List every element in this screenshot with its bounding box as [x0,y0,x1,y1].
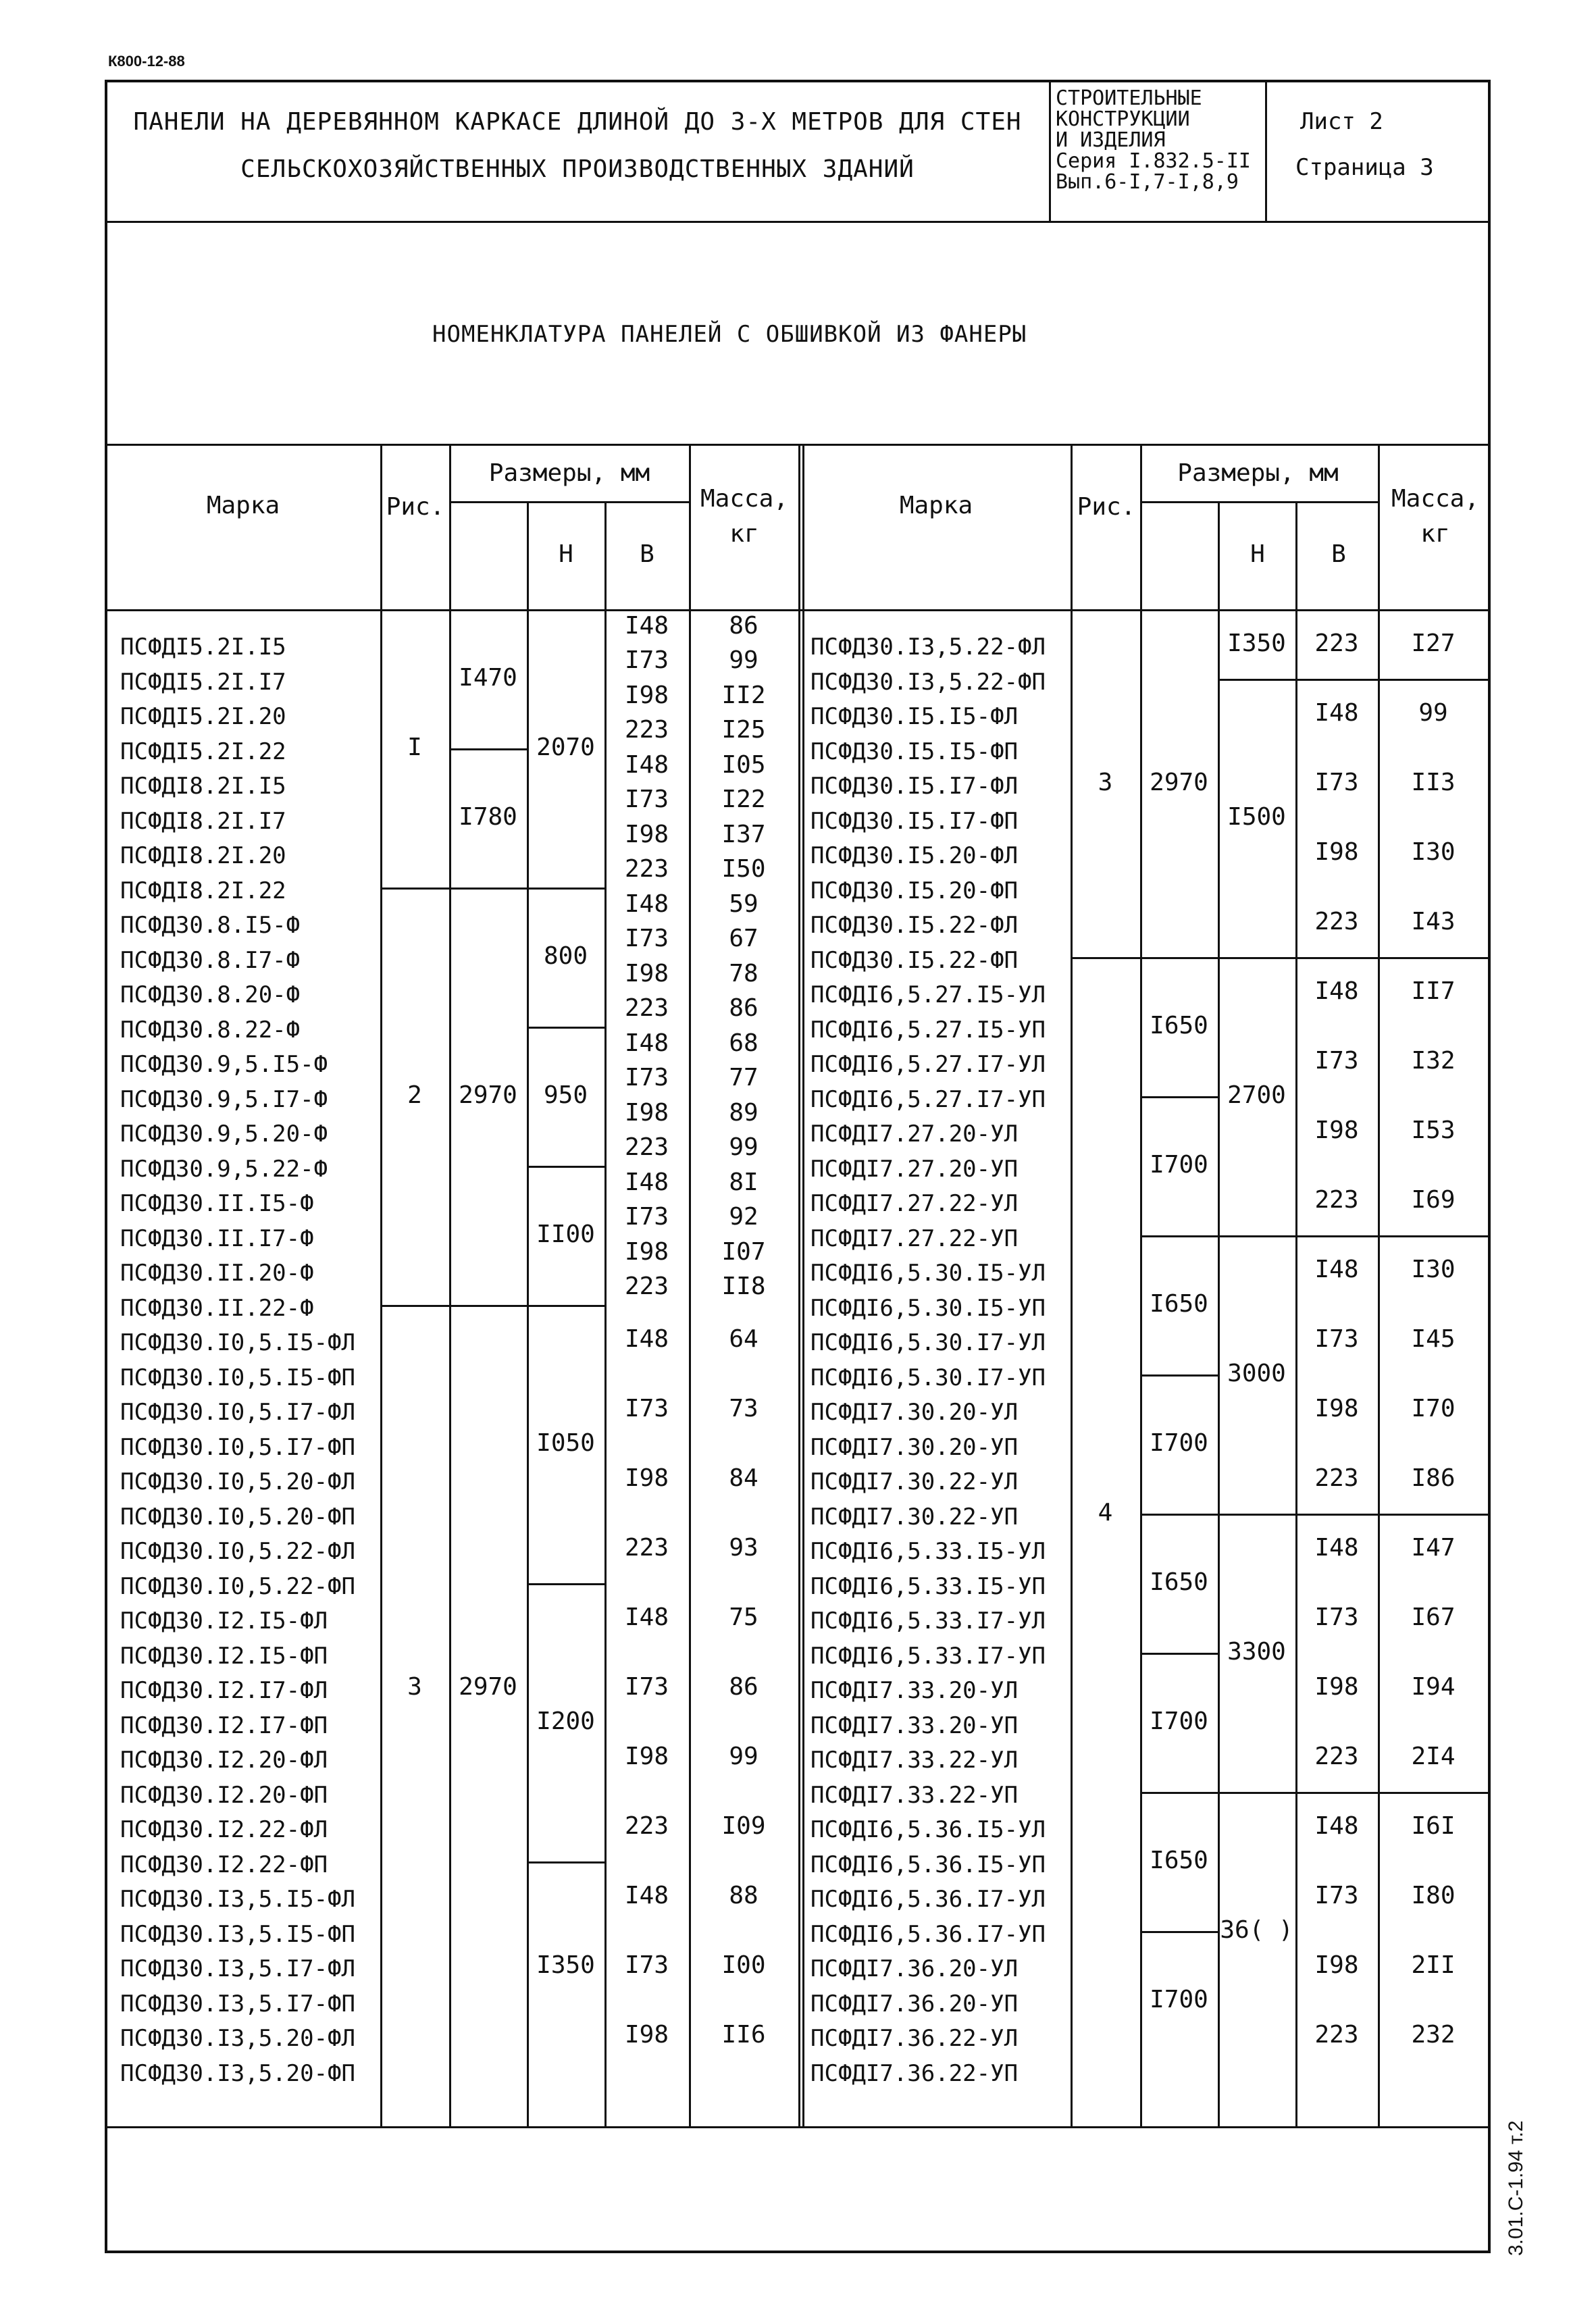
table-row-mark: ПСФД30.I3,5.I5-ФП [120,1920,355,1948]
header-kg-right: кг [1420,520,1450,548]
grid-line [1378,444,1380,2128]
width-cell: I73 [624,646,669,675]
table-row-mark: ПСФДI7.33.22-УП [810,1781,1019,1809]
length-cell: 2070 [536,734,595,761]
stamp-line: СТРОИТЕЛЬНЫЕ [1056,86,1202,110]
header-kg-left: кг [729,520,759,548]
mass-cell: I70 [1411,1394,1456,1422]
grid-line [1140,1514,1218,1516]
table-row-mark: ПСФДI7.36.20-УЛ [810,1955,1019,1982]
table-row-mark: ПСФД30.I5.I5-ФЛ [810,703,1019,730]
mass-cell: I69 [1411,1185,1456,1214]
width-cell: I48 [624,1325,669,1353]
width-cell: 223 [1314,1185,1359,1214]
width-cell: 223 [624,1272,669,1301]
mass-cell: 86 [729,1672,758,1701]
grid-line [1140,957,1218,959]
grid-line [1140,1931,1218,1933]
height-cell: 3300 [1227,1638,1286,1666]
mass-cell: 2II [1411,1951,1456,1979]
table-row-mark: ПСФДI7.27.22-УЛ [810,1190,1019,1217]
sheet-number: Лист 2 [1300,108,1383,135]
width-cell: I98 [624,1464,669,1492]
header-mark-right: Марка [899,492,973,519]
mass-cell: I25 [721,716,766,744]
title-line-1: ПАНЕЛИ НА ДЕРЕВЯННОМ КАРКАСЕ ДЛИНОЙ ДО 3-Х МЕТРОВ ДЛЯ СТЕН [133,108,1022,136]
grid-line [1218,957,1295,959]
width-cell: 223 [624,994,669,1023]
width-cell: I48 [1314,1533,1359,1562]
height-cell: I700 [1150,1707,1208,1735]
table-row-mark: ПСФДI6,5.27.I5-УП [810,1016,1046,1044]
table-row-mark: ПСФД30.9,5.22-Ф [120,1155,328,1183]
mass-cell: 8I [729,1168,758,1196]
width-cell: I98 [1314,838,1359,866]
width-cell: I48 [624,1881,669,1909]
grid-line [380,1305,449,1307]
table-row-mark: ПСФДI7.30.20-УЛ [810,1399,1019,1426]
table-row-mark: ПСФДI6,5.33.I5-УП [810,1572,1046,1600]
table-row-mark: ПСФДI7.33.22-УЛ [810,1747,1019,1774]
table-row-mark: ПСФДI5.2I.I5 [120,634,286,661]
length-cell: 2970 [459,1081,517,1109]
width-cell: I48 [1314,1811,1359,1840]
table-row-mark: ПСФД30.8.I5-Ф [120,912,301,939]
mass-cell: 89 [729,1098,758,1127]
grid-line [1295,1514,1489,1516]
table-row-mark: ПСФД30.I3,5.22-ФП [810,668,1046,696]
mass-cell: I37 [721,820,766,848]
height-cell: I700 [1150,1986,1208,2013]
mass-cell: 67 [729,925,758,953]
header-fig-left: Рис. [386,493,445,521]
height-cell: I500 [1227,803,1286,831]
fig-cell: 3 [407,1672,422,1701]
table-row-mark: ПСФДI6,5.30.I7-УЛ [810,1329,1046,1356]
table-row-mark: ПСФДI6,5.27.I7-УП [810,1085,1046,1113]
header-h-left: Н [559,540,573,568]
mass-cell: II2 [721,681,766,709]
width-cell: I73 [1314,1046,1359,1075]
mass-cell: 78 [729,959,758,987]
mass-cell: I45 [1411,1325,1456,1353]
table-row-mark: ПСФДI7.30.22-УП [810,1503,1019,1531]
grid-line [1071,444,1073,2128]
width-cell: 223 [624,1133,669,1162]
width-cell: 223 [1314,907,1359,935]
table-row-mark: ПСФДI5.2I.I7 [120,668,286,696]
table-row-mark: ПСФДI6,5.36.I5-УП [810,1851,1046,1878]
table-row-mark: ПСФДI8.2I.22 [120,877,286,904]
header-mass-right: Масса, [1391,485,1480,513]
mass-cell: 92 [729,1203,758,1231]
width-cell: I48 [624,1168,669,1196]
table-row-mark: ПСФД30.8.22-Ф [120,1016,301,1044]
mass-cell: I94 [1411,1672,1456,1701]
width-cell: I73 [624,925,669,953]
width-cell: I48 [624,890,669,918]
width-cell: I73 [1314,768,1359,796]
mass-cell: I07 [721,1237,766,1266]
page-number: Страница 3 [1295,154,1434,181]
table-row-mark: ПСФД30.I5.I7-ФП [810,807,1019,835]
table-row-mark: ПСФД30.II.22-Ф [120,1294,314,1322]
grid-line [1140,1653,1218,1655]
length-cell: 2970 [1150,768,1208,796]
width-cell: I73 [624,1203,669,1231]
height-cell: I780 [459,803,517,831]
table-row-mark: ПСФД30.I2.22-ФЛ [120,1816,328,1843]
width-cell: I73 [624,1672,669,1701]
header-h-right: Н [1250,540,1265,568]
height-cell: I200 [536,1707,595,1735]
grid-line [1295,1235,1489,1237]
mass-cell: 64 [729,1325,758,1353]
table-row-mark: ПСФД30.I2.I7-ФЛ [120,1677,328,1704]
height-cell: I650 [1150,1290,1208,1318]
fig-cell: 3 [1098,768,1113,796]
table-row-mark: ПСФДI6,5.33.I7-УП [810,1642,1046,1670]
table-row-mark: ПСФД30.I2.I7-ФП [120,1712,328,1739]
grid-line [449,501,689,503]
width-cell: I73 [624,786,669,814]
grid-line [1071,957,1140,959]
width-cell: I98 [624,820,669,848]
grid-line [527,1861,604,1863]
width-cell: I48 [1314,698,1359,727]
width-cell: I98 [624,959,669,987]
table-row-mark: ПСФД30.I0,5.I5-ФЛ [120,1329,355,1356]
mass-cell: 2I4 [1411,1742,1456,1770]
mass-cell: I80 [1411,1881,1456,1909]
width-cell: 223 [1314,1464,1359,1492]
table-row-mark: ПСФДI6,5.27.I7-УЛ [810,1051,1046,1078]
table-row-mark: ПСФДI7.30.20-УП [810,1433,1019,1461]
grid-line [380,888,449,890]
height-cell: 950 [543,1081,588,1109]
table-row-mark: ПСФД30.I5.20-ФП [810,877,1019,904]
mass-cell: I53 [1411,1116,1456,1144]
table-row-mark: ПСФДI6,5.30.I7-УП [810,1364,1046,1391]
mass-cell: I27 [1411,629,1456,657]
width-cell: 223 [624,855,669,883]
height-cell: I350 [1227,629,1286,657]
table-row-mark: ПСФД30.I3,5.20-ФЛ [120,2025,355,2052]
width-cell: 223 [624,1811,669,1840]
table-row-mark: ПСФД30.I0,5.I7-ФЛ [120,1399,355,1426]
table-row-mark: ПСФДI7.36.22-УЛ [810,2025,1019,2052]
mass-cell: I22 [721,786,766,814]
grid-line [1218,501,1220,2128]
mass-cell: I43 [1411,907,1456,935]
mass-cell: I09 [721,1811,766,1840]
width-cell: 223 [1314,629,1359,657]
grid-line [1218,1792,1295,1794]
table-row-mark: ПСФД30.I3,5.I7-ФЛ [120,1955,355,1982]
mass-cell: I30 [1411,1255,1456,1283]
grid-line [1295,957,1489,959]
table-row-mark: ПСФД30.I0,5.20-ФП [120,1503,355,1531]
width-cell: I73 [1314,1325,1359,1353]
table-row-mark: ПСФД30.I0,5.I7-ФП [120,1433,355,1461]
mass-cell: I47 [1411,1533,1456,1562]
fig-cell: 4 [1098,1499,1113,1526]
table-row-mark: ПСФД30.I0,5.20-ФЛ [120,1468,355,1495]
table-row-mark: ПСФДI6,5.30.I5-УЛ [810,1260,1046,1287]
table-row-mark: ПСФД30.II.20-Ф [120,1260,314,1287]
table-heading: НОМЕНКЛАТУРА ПАНЕЛЕЙ С ОБШИВКОЙ ИЗ ФАНЕРЫ [432,321,1027,348]
table-row-mark: ПСФД30.I3,5.I7-ФП [120,1990,355,2017]
height-cell: I700 [1150,1429,1208,1457]
table-row-mark: ПСФД30.I2.I5-ФП [120,1642,328,1670]
table-row-mark: ПСФДI6,5.36.I5-УЛ [810,1816,1046,1843]
table-row-mark: ПСФДI8.2I.I5 [120,773,286,800]
width-cell: I98 [624,681,669,709]
table-row-mark: ПСФД30.I5.I7-ФЛ [810,773,1019,800]
width-cell: 223 [624,716,669,744]
stamp-line: Серия I.832.5-II [1056,149,1251,173]
grid-line [1140,1096,1218,1098]
table-row-mark: ПСФДI7.33.20-УП [810,1712,1019,1739]
mass-cell: 99 [729,1742,758,1770]
height-cell: I650 [1150,1012,1208,1039]
grid-line [1140,1374,1218,1377]
mass-cell: 77 [729,1064,758,1092]
table-row-mark: ПСФД30.I2.I5-ФЛ [120,1608,328,1635]
mass-cell: I86 [1411,1464,1456,1492]
grid-line [105,609,1491,611]
grid-line [1218,1235,1295,1237]
fig-cell: I [407,734,422,761]
width-cell: I98 [624,1742,669,1770]
mass-cell: I00 [721,1951,766,1979]
table-row-mark: ПСФД30.I5.I5-ФП [810,738,1019,765]
side-code: 3.01.С-1.94 т.2 [1505,2120,1527,2256]
height-cell: I700 [1150,1151,1208,1179]
width-cell: I48 [1314,977,1359,1005]
table-row-mark: ПСФДI6,5.33.I5-УЛ [810,1538,1046,1565]
table-row-mark: ПСФД30.I2.20-ФП [120,1781,328,1809]
width-cell: I73 [1314,1881,1359,1909]
width-cell: I73 [1314,1603,1359,1631]
table-row-mark: ПСФД30.I5.22-ФП [810,946,1019,974]
height-cell: I650 [1150,1847,1208,1874]
height-cell: 3000 [1227,1360,1286,1387]
grid-line [105,2126,1491,2128]
width-cell: I98 [1314,1951,1359,1979]
grid-line [449,444,451,2128]
table-row-mark: ПСФДI7.33.20-УЛ [810,1677,1019,1704]
width-cell: I98 [624,1098,669,1127]
fig-cell: 2 [407,1081,422,1109]
grid-line [1140,444,1142,2128]
table-row-mark: ПСФДI7.30.22-УЛ [810,1468,1019,1495]
table-row-mark: ПСФД30.I0,5.22-ФП [120,1572,355,1600]
grid-line [449,1305,604,1307]
table-row-mark: ПСФД30.I2.20-ФЛ [120,1747,328,1774]
mass-cell: 86 [729,994,758,1023]
mass-cell: 68 [729,1029,758,1057]
width-cell: I48 [1314,1255,1359,1283]
table-row-mark: ПСФД30.I2.22-ФП [120,1851,328,1878]
width-cell: I98 [1314,1394,1359,1422]
grid-line [802,444,804,2128]
mass-cell: I6I [1411,1811,1456,1840]
mass-cell: 99 [729,646,758,675]
height-cell: I650 [1150,1568,1208,1596]
stamp-line: Вып.6-I,7-I,8,9 [1056,170,1239,194]
grid-line [449,748,527,750]
table-row-mark: ПСФДI7.36.22-УП [810,2059,1019,2087]
table-row-mark: ПСФД30.I5.20-ФЛ [810,842,1019,869]
document-code: К800-12-88 [108,53,185,70]
width-cell: 223 [1314,2020,1359,2049]
mass-cell: 59 [729,890,758,918]
table-row-mark: ПСФДI6,5.30.I5-УП [810,1294,1046,1322]
grid-line [1218,1514,1295,1516]
height-cell: I350 [536,1951,595,1979]
table-row-mark: ПСФД30.I0,5.22-ФЛ [120,1538,355,1565]
table-row-mark: ПСФД30.I5.22-ФЛ [810,912,1019,939]
header-sizes-left: Размеры, мм [488,459,650,487]
grid-line [1295,1792,1489,1794]
table-row-mark: ПСФДI6,5.33.I7-УЛ [810,1608,1046,1635]
mass-cell: II6 [721,2020,766,2049]
table-row-mark: ПСФДI7.27.20-УЛ [810,1121,1019,1148]
table-row-mark: ПСФДI8.2I.I7 [120,807,286,835]
mass-cell: I05 [721,750,766,779]
table-row-mark: ПСФДI6,5.36.I7-УЛ [810,1886,1046,1913]
width-cell: 223 [624,1533,669,1562]
width-cell: I98 [1314,1116,1359,1144]
mass-cell: 84 [729,1464,758,1492]
table-row-mark: ПСФД30.9,5.I7-Ф [120,1085,328,1113]
width-cell: I73 [624,1064,669,1092]
width-cell: 223 [1314,1742,1359,1770]
table-row-mark: ПСФД30.8.I7-Ф [120,946,301,974]
width-cell: I98 [624,2020,669,2049]
table-row-mark: ПСФДI6,5.27.I5-УЛ [810,981,1046,1008]
mass-cell: I50 [721,855,766,883]
grid-line [449,888,604,890]
width-cell: I48 [624,611,669,640]
table-row-mark: ПСФД30.9,5.I5-Ф [120,1051,328,1078]
table-row-mark: ПСФД30.I0,5.I5-ФП [120,1364,355,1391]
width-cell: I48 [624,750,669,779]
table-row-mark: ПСФД30.I3,5.22-ФЛ [810,634,1046,661]
grid-line [1140,1792,1218,1794]
table-row-mark: ПСФД30.II.I7-Ф [120,1225,314,1252]
mass-cell: II8 [721,1272,766,1301]
table-row-mark: ПСФД30.I3,5.20-ФП [120,2059,355,2087]
title-line-2: СЕЛЬСКОХОЗЯЙСТВЕННЫХ ПРОИЗВОДСТВЕННЫХ ЗДАНИЙ [240,155,915,183]
height-cell: 36( ) [1220,1916,1293,1944]
mass-cell: I30 [1411,838,1456,866]
mass-cell: I32 [1411,1046,1456,1075]
mass-cell: II3 [1411,768,1456,796]
grid-line [1295,679,1489,681]
grid-line [527,1166,604,1168]
header-mark-left: Марка [206,492,280,519]
table-row-mark: ПСФДI5.2I.20 [120,703,286,730]
grid-line [527,1583,604,1585]
table-row-mark: ПСФД30.9,5.20-Ф [120,1121,328,1148]
mass-cell: 86 [729,611,758,640]
table-row-mark: ПСФДI6,5.36.I7-УП [810,1920,1046,1948]
mass-cell: 75 [729,1603,758,1631]
stamp-line: И ИЗДЕЛИЯ [1056,128,1166,152]
table-row-mark: ПСФД30.II.I5-Ф [120,1190,314,1217]
width-cell: I98 [624,1237,669,1266]
height-cell: 800 [543,942,588,970]
grid-line [798,444,800,2128]
grid-line [1140,1235,1218,1237]
table-row-mark: ПСФД30.8.20-Ф [120,981,301,1008]
height-cell: 2700 [1227,1081,1286,1109]
table-row-mark: ПСФДI7.36.20-УП [810,1990,1019,2017]
grid-line [380,444,382,2128]
header-sizes-right: Размеры, мм [1177,459,1339,487]
height-cell: II00 [536,1220,595,1248]
mass-cell: 88 [729,1881,758,1909]
width-cell: I73 [624,1394,669,1422]
table-row-mark: ПСФДI7.27.20-УП [810,1155,1019,1183]
grid-line [1218,679,1295,681]
table-row-mark: ПСФДI8.2I.20 [120,842,286,869]
width-cell: I48 [624,1603,669,1631]
stamp-line: КОНСТРУКЦИИ [1056,107,1190,131]
height-cell: I470 [459,664,517,692]
mass-cell: 93 [729,1533,758,1562]
width-cell: I98 [1314,1672,1359,1701]
header-b-left: В [640,540,654,568]
header-mass-left: Масса, [700,485,789,513]
mass-cell: 232 [1411,2020,1456,2049]
grid-line [1140,501,1378,503]
grid-line [527,1027,604,1029]
width-cell: I73 [624,1951,669,1979]
mass-cell: 99 [1418,698,1448,727]
header-b-right: В [1331,540,1346,568]
header-fig-right: Рис. [1077,493,1136,521]
table-row-mark: ПСФДI7.27.22-УП [810,1225,1019,1252]
length-cell: 2970 [459,1672,517,1701]
mass-cell: I67 [1411,1603,1456,1631]
mass-cell: 99 [729,1133,758,1162]
height-cell: I050 [536,1429,595,1457]
mass-cell: II7 [1411,977,1456,1005]
table-row-mark: ПСФДI5.2I.22 [120,738,286,765]
width-cell: I48 [624,1029,669,1057]
table-row-mark: ПСФД30.I3,5.I5-ФЛ [120,1886,355,1913]
mass-cell: 73 [729,1394,758,1422]
